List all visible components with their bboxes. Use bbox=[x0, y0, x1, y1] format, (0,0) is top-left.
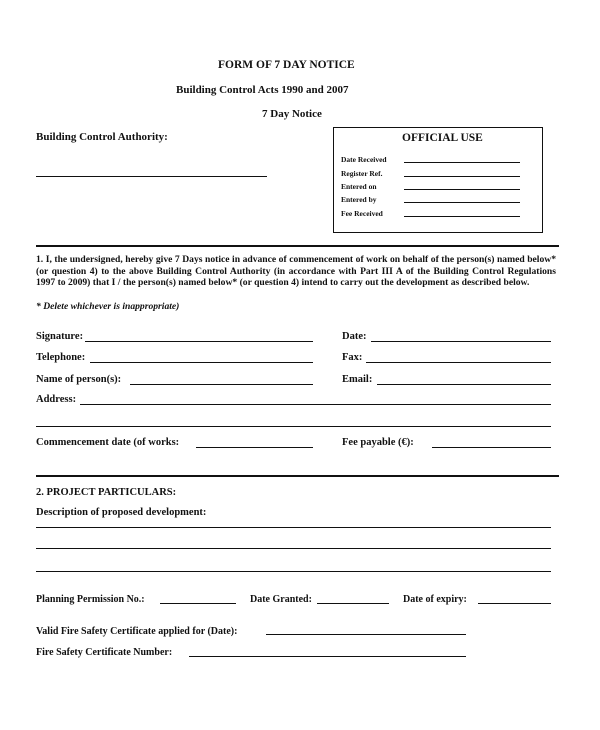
section-1-text: 1. I, the undersigned, hereby give 7 Days notice in advance of commencement of work on behalf of the person(s) named below* (or question 4) to the above Building Control Authority (in accordance with Part III A of the Building Control Regulations 1997 to 2009) that I / the person(s) named below* (or question 4) intend to carry out the development as described below. bbox=[36, 254, 556, 289]
date-of-expiry-label: Date of expiry: bbox=[403, 594, 467, 605]
telephone-label: Telephone: bbox=[36, 352, 86, 363]
form-subtitle: Building Control Acts 1990 and 2007 bbox=[176, 84, 349, 96]
email-label: Email: bbox=[342, 374, 373, 385]
fee-received-label: Fee Received bbox=[341, 209, 383, 218]
description-label: Description of proposed development: bbox=[36, 507, 207, 518]
name-line[interactable] bbox=[130, 384, 313, 385]
entered-by-line[interactable] bbox=[404, 202, 520, 203]
authority-label: Building Control Authority: bbox=[36, 131, 168, 143]
date-received-label: Date Received bbox=[341, 155, 387, 164]
official-use-title: OFFICIAL USE bbox=[402, 132, 483, 144]
section-1-rule bbox=[36, 245, 559, 247]
signature-line[interactable] bbox=[85, 341, 313, 342]
entered-on-line[interactable] bbox=[404, 189, 520, 190]
description-line-3[interactable] bbox=[36, 571, 551, 572]
fee-payable-label: Fee payable (€): bbox=[342, 437, 414, 448]
date-line[interactable] bbox=[371, 341, 551, 342]
section-1-intro bbox=[36, 254, 556, 289]
description-line-1[interactable] bbox=[36, 527, 551, 528]
email-line[interactable] bbox=[377, 384, 551, 385]
date-of-expiry-line[interactable] bbox=[478, 603, 551, 604]
fire-cert-applied-line[interactable] bbox=[266, 634, 466, 635]
register-ref-label: Register Ref. bbox=[341, 169, 383, 178]
date-granted-line[interactable] bbox=[317, 603, 389, 604]
date-label: Date: bbox=[342, 331, 367, 342]
fire-cert-number-line[interactable] bbox=[189, 656, 466, 657]
date-granted-label: Date Granted: bbox=[250, 594, 312, 605]
fee-received-line[interactable] bbox=[404, 216, 520, 217]
signature-label: Signature: bbox=[36, 331, 84, 342]
authority-input-line[interactable] bbox=[36, 176, 267, 177]
form-notice: 7 Day Notice bbox=[262, 108, 322, 120]
form-title: FORM OF 7 DAY NOTICE bbox=[218, 59, 355, 71]
project-particulars-heading: 2. PROJECT PARTICULARS: bbox=[36, 487, 177, 498]
entered-on-label: Entered on bbox=[341, 182, 377, 191]
fire-cert-applied-label: Valid Fire Safety Certificate applied for (Date): bbox=[36, 626, 238, 637]
description-line-2[interactable] bbox=[36, 548, 551, 549]
planning-permission-line[interactable] bbox=[160, 603, 236, 604]
commencement-line[interactable] bbox=[196, 447, 313, 448]
fax-label: Fax: bbox=[342, 352, 363, 363]
commencement-label: Commencement date (of works: bbox=[36, 437, 180, 448]
name-label: Name of person(s): bbox=[36, 374, 122, 385]
address-label: Address: bbox=[36, 394, 77, 405]
entered-by-label: Entered by bbox=[341, 195, 377, 204]
section-2-rule bbox=[36, 475, 559, 477]
address-line-2[interactable] bbox=[36, 426, 551, 427]
address-line-1[interactable] bbox=[80, 404, 551, 405]
telephone-line[interactable] bbox=[90, 362, 313, 363]
fire-cert-number-label: Fire Safety Certificate Number: bbox=[36, 647, 173, 658]
fee-payable-line[interactable] bbox=[432, 447, 551, 448]
fax-line[interactable] bbox=[366, 362, 551, 363]
delete-note: * Delete whichever is inappropriate) bbox=[36, 301, 180, 312]
date-received-line[interactable] bbox=[404, 162, 520, 163]
planning-permission-label: Planning Permission No.: bbox=[36, 594, 145, 605]
register-ref-line[interactable] bbox=[404, 176, 520, 177]
